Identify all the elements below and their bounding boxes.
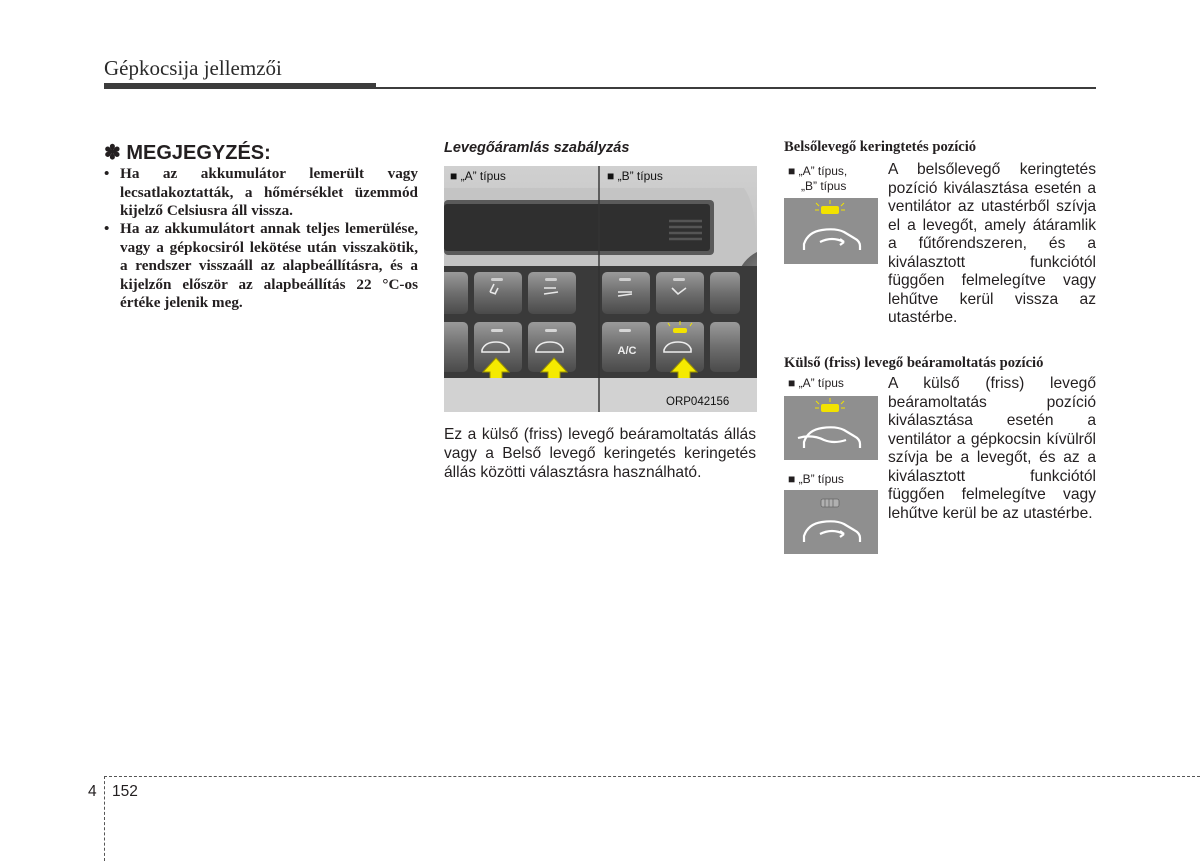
recirculation-heading: Belsőlevegő keringtetés pozíció: [784, 139, 977, 155]
fresh-air-type-b-label: ■ „B” típus: [788, 472, 844, 486]
recirculation-paragraph: A belsőlevegő keringtetés pozíció kiválasztása esetén a ventilátor az utastérből szívja el a levegőt, amely átáramlik a fűtőrendszeren, és a kiválasztott funkciótól függően felmelegítve vagy lehűtve kerül vissza az utastérbe.: [888, 161, 1096, 326]
bullet: •: [104, 220, 110, 237]
fresh-air-paragraph: A külső (friss) levegő beáramoltatás pozíció kiválasztása esetén a ventilátor a gépkocsin kívülről szívja be a levegőt, és az a kiválasztott funkciótól függően felmelegítve vagy lehűtve kerül be az utastérbe.: [888, 375, 1096, 522]
indicator-lit-icon: [821, 206, 839, 214]
running-header-title: Gépkocsija jellemzői: [104, 56, 282, 80]
note-heading: [104, 140, 271, 165]
fresh-air-button-tile-b: [784, 490, 878, 554]
fresh-air-button-tile-a: [784, 396, 878, 460]
recirculation-car-icon: [804, 521, 860, 542]
airflow-heading: Levegőáramlás szabályzás: [444, 140, 630, 156]
indicator-unlit-icon: [821, 499, 839, 507]
note-heading-text: MEGJEGYZÉS:: [126, 142, 271, 164]
type-label-line: ■ „A” típus,: [788, 164, 848, 178]
header-rule-thin: [376, 87, 1096, 89]
indicator-lit-icon: [821, 404, 839, 412]
type-label-line: „B” típus: [801, 179, 847, 193]
recirculation-type-label: [788, 164, 847, 194]
chapter-number: 4: [88, 783, 97, 800]
note-list-item: [104, 220, 418, 313]
page-number: 152: [112, 783, 138, 800]
panel-label-a: ■ „A” típus: [450, 169, 506, 183]
figure-caption: ORP042156: [666, 396, 730, 408]
airflow-paragraph: Ez a külső (friss) levegő beáramoltatás állás vagy a Belső levegő keringetés keringetés állás közötti választásra használható.: [444, 426, 756, 481]
footer-rule: [104, 776, 1200, 777]
panel-label-b: ■ „B” típus: [607, 169, 663, 183]
note-item-text: Ha az akkumulátort annak teljes lemerülése, vagy a gépkocsiról lekötése után visszakötik, a rendszer visszaáll az alapbeállításra, és a kijelzőn először az alapbeállítás 22 °C-os értéke jelenik meg.: [120, 220, 418, 311]
note-list-item: [104, 165, 418, 221]
recirculation-button-tile: [784, 198, 878, 264]
fresh-air-car-icon: [798, 427, 860, 448]
footer-margin-rule: [104, 776, 105, 861]
bullet: •: [104, 165, 110, 182]
note-item-text: Ha az akkumulátor lemerült vagy lecsatlakoztatták, a hőmérséklet üzemmód kijelző Celsiusra áll vissza.: [120, 165, 418, 219]
climate-control-panel-figure: [444, 166, 757, 412]
header-rule-thick: [104, 83, 376, 89]
fresh-air-heading: Külső (friss) levegő beáramoltatás pozíció: [784, 355, 1044, 371]
fresh-air-type-a-label: ■ „A” típus: [788, 376, 844, 390]
recirculation-car-icon: [804, 229, 860, 250]
ac-button-label: A/C: [617, 345, 637, 357]
note-symbol-icon: ✽: [104, 142, 121, 164]
